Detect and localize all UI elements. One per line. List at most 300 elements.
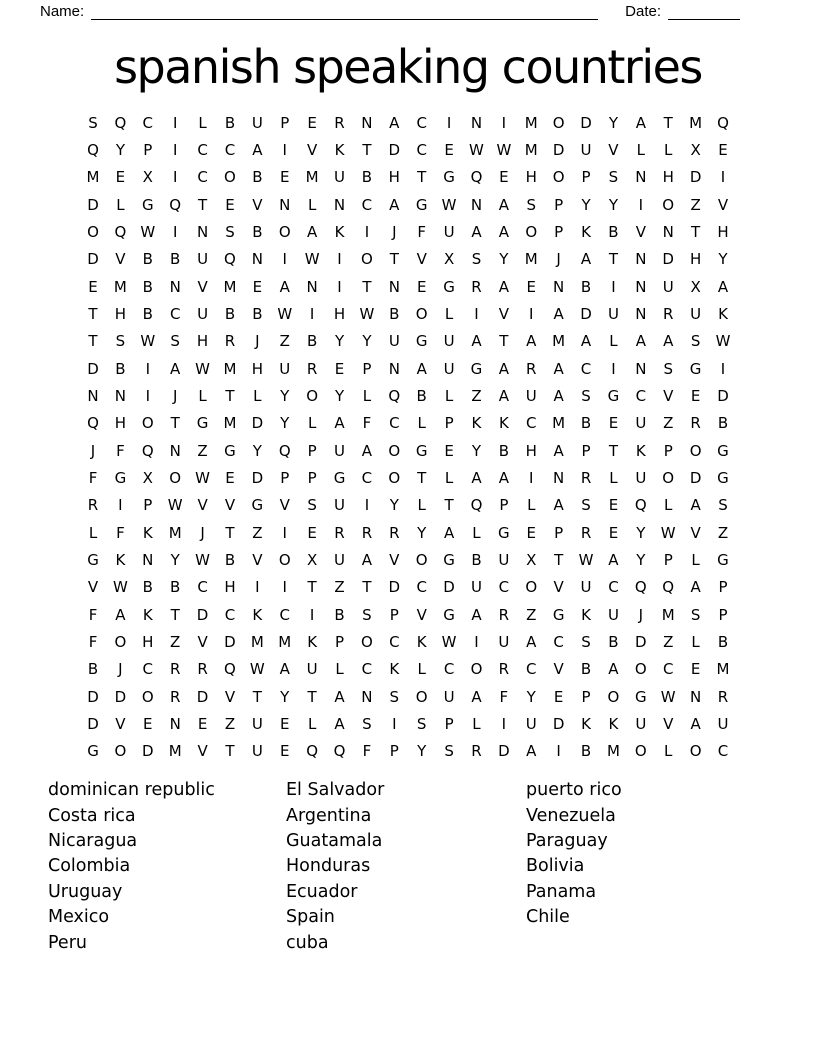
grid-cell: U xyxy=(334,551,346,570)
grid-cell: N xyxy=(388,359,400,378)
grid-cell: W xyxy=(715,332,731,351)
grid-cell: N xyxy=(689,687,702,706)
grid-cell: W xyxy=(660,687,676,706)
grid-cell: L xyxy=(664,496,673,515)
grid-cell: L xyxy=(609,469,618,488)
grid-cell: N xyxy=(279,195,291,214)
grid-cell: F xyxy=(417,222,427,241)
grid-cell: V xyxy=(608,140,619,159)
grid-cell: W xyxy=(167,496,183,515)
grid-cell: V xyxy=(252,195,263,214)
date-label: Date: xyxy=(625,3,661,20)
grid-cell: C xyxy=(361,195,373,214)
grid-cell: N xyxy=(553,469,565,488)
grid-row xyxy=(79,546,736,573)
grid-cell: B xyxy=(498,441,510,460)
grid-cell: E xyxy=(225,469,235,488)
grid-cell: O xyxy=(552,113,565,132)
grid-cell: P xyxy=(389,605,399,624)
grid-cell: T xyxy=(608,441,619,460)
grid-cell: I xyxy=(556,742,561,761)
grid-cell: W xyxy=(195,359,210,378)
grid-cell: Y xyxy=(252,441,262,460)
grid-cell: G xyxy=(607,387,620,405)
grid-cell: V xyxy=(197,633,208,652)
grid-cell: G xyxy=(689,359,702,378)
grid-cell: Q xyxy=(470,168,483,187)
grid-cell: U xyxy=(388,332,400,351)
grid-cell: C xyxy=(416,578,427,597)
word-search-grid xyxy=(79,109,736,765)
grid-cell: A xyxy=(498,195,509,214)
grid-cell: V xyxy=(252,551,263,570)
grid-cell: G xyxy=(415,195,428,214)
grid-cell: R xyxy=(662,304,674,323)
grid-cell: M xyxy=(168,742,182,761)
grid-row xyxy=(79,410,736,437)
grid-cell: R xyxy=(306,359,318,378)
grid-cell: C xyxy=(361,469,373,488)
grid-cell: B xyxy=(115,359,126,378)
grid-cell: A xyxy=(608,660,619,679)
word-list-item: cuba xyxy=(286,932,329,953)
grid-cell: A xyxy=(471,222,482,241)
grid-cell: O xyxy=(388,441,401,460)
grid-cell: I xyxy=(611,359,616,378)
word-list xyxy=(48,778,816,956)
grid-cell: Y xyxy=(581,195,591,214)
grid-cell: U xyxy=(690,304,702,323)
grid-cell: I xyxy=(720,359,726,378)
grid-cell: Z xyxy=(279,332,290,351)
grid-cell: K xyxy=(581,605,591,624)
grid-cell: E xyxy=(499,168,509,187)
grid-cell: D xyxy=(251,414,264,433)
grid-cell: H xyxy=(662,168,674,187)
grid-cell: P xyxy=(663,441,673,460)
grid-cell: G xyxy=(415,441,428,460)
grid-cell: A xyxy=(334,414,345,433)
grid-cell: D xyxy=(689,469,702,488)
grid-cell: B xyxy=(224,551,236,570)
grid-cell: O xyxy=(361,250,373,269)
grid-row xyxy=(79,710,736,737)
word-list-item: Ecuador xyxy=(286,881,358,902)
grid-cell: M xyxy=(250,633,264,652)
grid-cell: Y xyxy=(608,195,619,214)
grid-cell: A xyxy=(115,605,126,624)
grid-cell: O xyxy=(141,414,154,433)
grid-cell: I xyxy=(118,496,123,515)
grid-cell: Z xyxy=(334,578,345,597)
grid-cell: C xyxy=(416,140,427,159)
grid-cell: V xyxy=(389,551,400,570)
grid-cell: W xyxy=(359,304,375,323)
grid-cell: B xyxy=(142,250,153,269)
grid-row xyxy=(79,519,736,546)
grid-cell: K xyxy=(142,605,153,624)
grid-cell: N xyxy=(169,441,181,460)
grid-cell: E xyxy=(115,168,126,187)
grid-cell: L xyxy=(307,195,317,214)
grid-cell: K xyxy=(416,633,427,652)
grid-cell: S xyxy=(307,496,317,515)
grid-cell: S xyxy=(389,687,400,706)
grid-cell: Y xyxy=(636,523,646,542)
grid-cell: I xyxy=(529,304,534,323)
grid-cell: W xyxy=(441,633,457,652)
grid-cell: W xyxy=(277,304,293,323)
grid-cell: O xyxy=(224,168,236,187)
grid-cell: T xyxy=(417,469,427,488)
grid-cell: B xyxy=(252,304,263,323)
grid-cell: U xyxy=(607,605,619,624)
grid-row xyxy=(79,382,736,409)
grid-cell: L xyxy=(116,195,125,214)
grid-cell: C xyxy=(526,414,537,433)
grid-cell: A xyxy=(252,140,263,159)
grid-cell: Q xyxy=(87,140,99,159)
grid-cell: V xyxy=(307,140,318,159)
grid-cell: L xyxy=(417,660,426,679)
grid-cell: S xyxy=(581,496,591,515)
grid-cell: T xyxy=(608,250,619,269)
grid-cell: Y xyxy=(417,742,427,761)
grid-cell: L xyxy=(253,387,262,405)
grid-cell: P xyxy=(280,113,290,132)
grid-cell: C xyxy=(580,359,592,378)
grid-cell: Q xyxy=(114,113,127,132)
grid-cell: K xyxy=(334,222,345,241)
grid-cell: X xyxy=(690,277,701,296)
grid-cell: T xyxy=(663,113,673,132)
grid-cell: L xyxy=(472,523,481,542)
word-list-item: Panama xyxy=(526,881,597,902)
grid-cell: P xyxy=(499,496,509,515)
grid-cell: P xyxy=(581,168,591,187)
grid-cell: Q xyxy=(224,660,236,679)
grid-cell: U xyxy=(251,113,263,132)
grid-cell: X xyxy=(306,551,318,570)
grid-cell: H xyxy=(333,304,346,323)
grid-cell: G xyxy=(251,496,264,515)
grid-cell: P xyxy=(307,441,317,460)
grid-cell: A xyxy=(526,332,537,351)
grid-cell: N xyxy=(169,277,181,296)
grid-cell: S xyxy=(471,250,482,269)
grid-cell: R xyxy=(471,742,482,761)
grid-cell: P xyxy=(718,578,728,597)
grid-cell: A xyxy=(580,332,592,351)
grid-cell: A xyxy=(471,687,482,706)
grid-cell: I xyxy=(337,250,342,269)
grid-cell: A xyxy=(170,359,181,378)
grid-cell: U xyxy=(334,168,346,187)
grid-cell: C xyxy=(717,742,729,761)
grid-cell: D xyxy=(87,195,99,214)
grid-cell: Y xyxy=(499,250,509,269)
grid-cell: H xyxy=(717,222,729,241)
grid-cell: L xyxy=(444,304,454,323)
grid-cell: W xyxy=(469,140,484,159)
grid-cell: D xyxy=(552,715,565,734)
grid-cell: I xyxy=(255,578,260,597)
grid-cell: T xyxy=(225,742,235,761)
grid-cell: O xyxy=(689,441,702,460)
grid-cell: N xyxy=(553,277,565,296)
grid-cell: U xyxy=(717,715,729,734)
grid-cell: A xyxy=(553,441,564,460)
grid-cell: Y xyxy=(115,140,125,159)
grid-cell: E xyxy=(416,277,427,296)
grid-cell: N xyxy=(361,113,373,132)
grid-cell: T xyxy=(499,332,509,351)
grid-cell: H xyxy=(525,441,537,460)
grid-cell: Y xyxy=(170,551,180,570)
grid-cell: Q xyxy=(333,742,346,761)
grid-cell: P xyxy=(389,742,399,761)
grid-cell: P xyxy=(581,441,591,460)
grid-cell: E xyxy=(280,715,290,734)
grid-cell: U xyxy=(580,140,592,159)
grid-cell: V xyxy=(553,660,564,679)
grid-cell: L xyxy=(198,387,207,405)
grid-cell: L xyxy=(609,332,618,351)
grid-cell: Q xyxy=(224,250,236,269)
grid-cell: P xyxy=(143,496,153,515)
grid-cell: V xyxy=(87,578,99,597)
grid-cell: B xyxy=(142,304,153,323)
grid-cell: K xyxy=(581,715,591,734)
grid-cell: B xyxy=(361,168,373,187)
grid-cell: O xyxy=(552,168,565,187)
grid-cell: N xyxy=(361,687,373,706)
grid-cell: U xyxy=(498,633,510,652)
name-label: Name: xyxy=(40,3,85,20)
grid-cell: Y xyxy=(334,387,345,405)
grid-cell: G xyxy=(717,441,729,460)
grid-cell: T xyxy=(307,578,317,597)
word-list-item: Uruguay xyxy=(48,881,123,902)
grid-cell: N xyxy=(635,168,647,187)
grid-cell: W xyxy=(195,469,210,488)
grid-cell: Z xyxy=(690,195,701,214)
grid-cell: I xyxy=(611,277,616,296)
grid-cell: F xyxy=(116,523,125,542)
grid-cell: D xyxy=(87,359,99,378)
grid-cell: H xyxy=(224,578,236,597)
grid-cell: D xyxy=(87,687,99,706)
grid-row xyxy=(79,574,736,601)
grid-cell: R xyxy=(87,496,99,515)
grid-cell: V xyxy=(690,523,701,542)
grid-cell: D xyxy=(224,633,236,652)
grid-cell: D xyxy=(87,715,99,734)
grid-row xyxy=(79,109,736,136)
grid-cell: E xyxy=(553,687,564,706)
grid-cell: Q xyxy=(169,195,182,214)
grid-cell: V xyxy=(115,715,126,734)
grid-cell: K xyxy=(252,605,263,624)
grid-cell: Q xyxy=(388,387,401,405)
grid-cell: A xyxy=(690,715,701,734)
grid-cell: B xyxy=(224,113,236,132)
grid-cell: C xyxy=(142,660,154,679)
grid-cell: H xyxy=(114,304,127,323)
grid-cell: J xyxy=(638,605,644,624)
grid-cell: C xyxy=(553,633,564,652)
grid-cell: M xyxy=(689,113,703,132)
grid-cell: I xyxy=(337,277,342,296)
grid-cell: Z xyxy=(471,387,482,405)
grid-cell: T xyxy=(88,304,98,323)
grid-cell: S xyxy=(444,742,454,761)
grid-cell: H xyxy=(251,359,263,378)
grid-cell: D xyxy=(388,140,401,159)
grid-cell: R xyxy=(361,523,373,542)
grid-cell: S xyxy=(526,195,537,214)
grid-cell: U xyxy=(251,742,263,761)
grid-cell: Q xyxy=(662,578,675,597)
grid-cell: N xyxy=(635,304,647,323)
grid-cell: R xyxy=(169,687,181,706)
grid-cell: L xyxy=(307,414,317,433)
grid-cell: C xyxy=(197,140,208,159)
grid-cell: C xyxy=(443,660,455,679)
grid-cell: I xyxy=(282,578,287,597)
grid-cell: A xyxy=(471,605,482,624)
grid-cell: N xyxy=(196,222,209,241)
grid-cell: C xyxy=(197,168,208,187)
grid-cell: D xyxy=(443,578,455,597)
grid-cell: I xyxy=(282,250,287,269)
grid-cell: F xyxy=(88,633,98,652)
grid-cell: M xyxy=(524,250,538,269)
grid-cell: L xyxy=(472,715,481,734)
grid-cell: D xyxy=(114,687,127,706)
grid-cell: O xyxy=(634,660,647,679)
grid-cell: F xyxy=(88,605,98,624)
grid-cell: P xyxy=(335,633,345,652)
grid-cell: G xyxy=(415,332,428,351)
grid-cell: A xyxy=(389,195,400,214)
grid-cell: O xyxy=(607,687,620,706)
grid-cell: I xyxy=(172,168,178,187)
grid-cell: I xyxy=(172,140,178,159)
grid-cell: R xyxy=(526,359,537,378)
grid-cell: R xyxy=(498,605,510,624)
grid-cell: O xyxy=(689,742,702,761)
grid-row xyxy=(79,492,736,519)
grid-cell: E xyxy=(608,414,619,433)
grid-cell: O xyxy=(87,222,99,241)
grid-cell: L xyxy=(691,551,700,570)
grid-cell: G xyxy=(443,605,455,624)
grid-cell: Q xyxy=(470,496,483,515)
grid-cell: A xyxy=(553,359,564,378)
grid-cell: F xyxy=(116,441,125,460)
grid-cell: H xyxy=(114,414,127,433)
grid-cell: W xyxy=(140,332,156,351)
grid-row xyxy=(79,355,736,382)
grid-cell: E xyxy=(444,140,454,159)
grid-cell: N xyxy=(635,359,647,378)
grid-cell: I xyxy=(501,113,507,132)
grid-cell: K xyxy=(471,414,482,433)
word-list-column xyxy=(526,778,622,956)
word-list-column xyxy=(48,778,286,956)
grid-cell: D xyxy=(662,250,674,269)
grid-cell: S xyxy=(225,222,235,241)
grid-cell: U xyxy=(443,687,455,706)
grid-cell: E xyxy=(197,715,208,734)
grid-cell: L xyxy=(362,387,372,405)
grid-cell: Z xyxy=(526,605,537,624)
grid-cell: D xyxy=(251,469,264,488)
grid-cell: M xyxy=(223,359,237,378)
grid-cell: N xyxy=(251,250,263,269)
grid-cell: S xyxy=(362,605,372,624)
grid-cell: W xyxy=(112,578,128,597)
grid-cell: A xyxy=(690,578,701,597)
grid-cell: J xyxy=(118,660,123,679)
grid-cell: T xyxy=(197,195,208,214)
grid-cell: G xyxy=(717,469,729,488)
grid-cell: N xyxy=(470,195,483,214)
grid-cell: Q xyxy=(306,742,319,761)
grid-cell: N xyxy=(388,277,400,296)
grid-cell: B xyxy=(170,578,181,597)
grid-cell: S xyxy=(362,715,372,734)
grid-cell: U xyxy=(498,551,510,570)
grid-cell: Q xyxy=(634,578,647,597)
grid-cell: F xyxy=(88,469,98,488)
grid-cell: S xyxy=(581,633,591,652)
grid-cell: A xyxy=(416,359,427,378)
grid-cell: V xyxy=(553,578,564,597)
grid-cell: P xyxy=(581,687,591,706)
grid-cell: P xyxy=(307,469,317,488)
grid-cell: A xyxy=(443,523,455,542)
grid-cell: U xyxy=(662,277,674,296)
grid-cell: T xyxy=(307,687,317,706)
grid-cell: S xyxy=(690,605,701,624)
grid-cell: V xyxy=(498,304,509,323)
grid-cell: D xyxy=(552,140,565,159)
grid-cell: T xyxy=(554,551,564,570)
grid-cell: S xyxy=(115,332,126,351)
grid-cell: I xyxy=(364,222,370,241)
grid-cell: U xyxy=(635,715,647,734)
grid-cell: O xyxy=(662,469,675,488)
grid-cell: A xyxy=(608,551,619,570)
grid-cell: Z xyxy=(717,523,729,542)
grid-cell: D xyxy=(689,168,702,187)
grid-cell: V xyxy=(663,387,674,405)
grid-cell: T xyxy=(88,332,98,351)
grid-cell: B xyxy=(580,277,592,296)
grid-cell: A xyxy=(663,332,674,351)
grid-cell: E xyxy=(307,113,317,132)
grid-cell: N xyxy=(470,113,483,132)
grid-cell: N xyxy=(635,277,647,296)
grid-cell: I xyxy=(145,359,150,378)
grid-cell: A xyxy=(526,742,537,761)
grid-cell: N xyxy=(333,195,346,214)
grid-cell: G xyxy=(333,469,346,488)
grid-cell: G xyxy=(224,441,236,460)
grid-cell: B xyxy=(252,222,263,241)
